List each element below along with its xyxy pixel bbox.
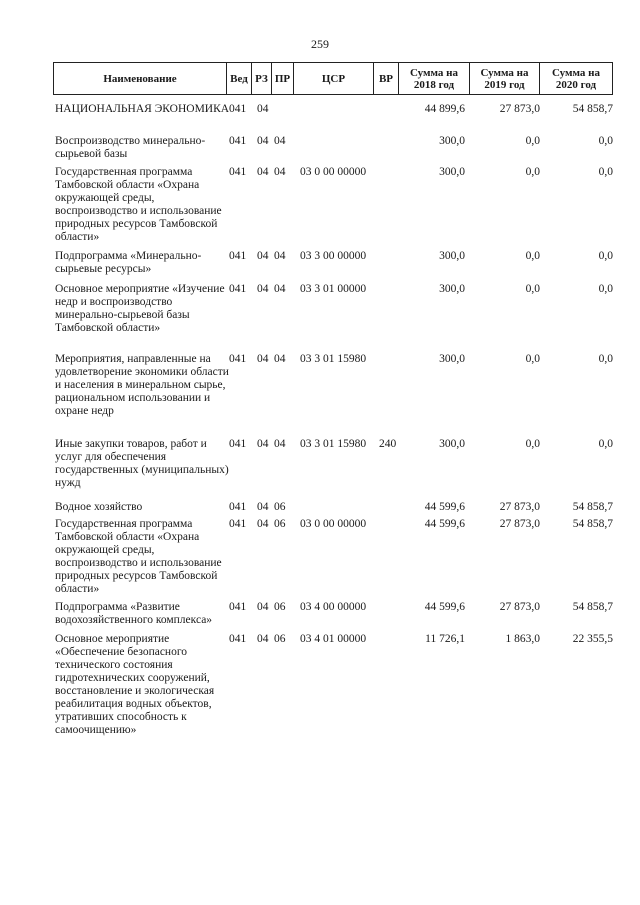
row-rz: 04 (257, 501, 269, 513)
row-rz: 04 (257, 633, 269, 645)
row-sum-2019: 27 873,0 (499, 601, 540, 613)
row-sum-2019: 0,0 (525, 135, 540, 147)
row-sum-2020: 0,0 (598, 353, 613, 365)
row-sum-2018: 44 599,6 (424, 601, 465, 613)
table-header (53, 62, 613, 95)
row-csr: 03 4 01 00000 (300, 633, 367, 645)
row-csr: 03 3 00 00000 (300, 250, 367, 262)
row-pr: 06 (274, 518, 286, 530)
row-ved: 041 (229, 438, 247, 450)
row-csr: 03 3 01 00000 (300, 283, 367, 295)
header-sum-2018: Сумма на 2018 год (399, 63, 470, 94)
row-name: Основное мероприятие «Изучение недр и воспроизводство минерально-сырьевой базы Тамбовской области» (55, 283, 225, 334)
header-name: Наименование (54, 63, 227, 94)
row-rz: 04 (257, 166, 269, 178)
row-ved: 041 (229, 135, 247, 147)
row-rz: 04 (257, 283, 269, 295)
row-sum-2020: 0,0 (598, 250, 613, 262)
row-sum-2020: 54 858,7 (572, 601, 613, 613)
row-rz: 04 (257, 135, 269, 147)
row-rz: 04 (257, 353, 269, 365)
row-ved: 041 (229, 166, 247, 178)
row-sum-2020: 0,0 (598, 135, 613, 147)
header-csr: ЦСР (294, 63, 374, 94)
row-ved: 041 (229, 601, 247, 613)
row-sum-2018: 300,0 (439, 135, 465, 147)
row-ved: 041 (229, 633, 247, 645)
row-csr: 03 3 01 15980 (300, 438, 367, 450)
row-sum-2019: 27 873,0 (499, 103, 540, 115)
page-number: 259 (311, 37, 329, 51)
row-sum-2018: 300,0 (439, 353, 465, 365)
row-csr: 03 0 00 00000 (300, 518, 367, 530)
row-sum-2020: 54 858,7 (572, 103, 613, 115)
row-pr: 04 (274, 250, 286, 262)
row-name: Подпрограмма «Минерально-сырьевые ресурсы» (55, 250, 202, 275)
row-pr: 06 (274, 601, 286, 613)
row-sum-2018: 44 899,6 (424, 103, 465, 115)
row-name: Государственная программа Тамбовской области «Охрана окружающей среды, воспроизводство и использование природных ресурсов Тамбовской области» (55, 166, 222, 243)
row-sum-2018: 300,0 (439, 250, 465, 262)
row-sum-2019: 1 863,0 (505, 633, 540, 645)
header-sum-2020: Сумма на 2020 год (551, 66, 601, 91)
header-vr: ВР (374, 63, 399, 94)
row-sum-2019: 0,0 (525, 250, 540, 262)
header-pr: ПР (272, 63, 294, 94)
row-ved: 041 (229, 353, 247, 365)
row-pr: 04 (274, 283, 286, 295)
row-sum-2019: 27 873,0 (499, 518, 540, 530)
row-rz: 04 (257, 103, 269, 115)
row-pr: 04 (274, 166, 286, 178)
row-name: Мероприятия, направленные на удовлетворение экономики области и населения в минеральном сырье, рациональном использовании и охране недр (55, 353, 229, 417)
row-sum-2018: 300,0 (439, 166, 465, 178)
row-rz: 04 (257, 438, 269, 450)
row-sum-2018: 300,0 (439, 438, 465, 450)
row-ved: 041 (229, 283, 247, 295)
row-sum-2019: 0,0 (525, 166, 540, 178)
row-vr: 240 (379, 438, 397, 450)
row-sum-2020: 0,0 (598, 166, 613, 178)
row-pr: 06 (274, 501, 286, 513)
row-name: Воспроизводство минерально-сырьевой базы (55, 135, 206, 160)
row-ved: 041 (229, 103, 247, 115)
row-sum-2020: 0,0 (598, 283, 613, 295)
row-rz: 04 (257, 518, 269, 530)
row-name: Государственная программа Тамбовской области «Охрана окружающей среды, воспроизводство и использование природных ресурсов Тамбовской области» (55, 518, 222, 595)
row-pr: 04 (274, 438, 286, 450)
row-name: Иные закупки товаров, работ и услуг для обеспечения государственных (муниципальных) нужд (55, 438, 229, 489)
row-sum-2020: 22 355,5 (572, 633, 613, 645)
header-rz: РЗ (252, 63, 272, 94)
row-sum-2018: 44 599,6 (424, 518, 465, 530)
header-sum-2019: Сумма на 2019 год (470, 63, 540, 94)
row-name: Основное мероприятие «Обеспечение безопасного технического состояния гидротехнических сооружений, восстановление и экологическая реабилитация водных объектов, утративших способность к самоочищению» (55, 633, 215, 736)
row-ved: 041 (229, 501, 247, 513)
row-csr: 03 0 00 00000 (300, 166, 367, 178)
row-sum-2020: 54 858,7 (572, 518, 613, 530)
row-ved: 041 (229, 250, 247, 262)
row-sum-2019: 27 873,0 (499, 501, 540, 513)
header-ved: Вед (227, 63, 252, 94)
row-sum-2020: 54 858,7 (572, 501, 613, 513)
row-sum-2020: 0,0 (598, 438, 613, 450)
row-pr: 04 (274, 135, 286, 147)
row-sum-2018: 300,0 (439, 283, 465, 295)
row-csr: 03 4 00 00000 (300, 601, 367, 613)
row-name: Подпрограмма «Развитие водохозяйственного комплекса» (55, 601, 213, 626)
row-name: Водное хозяйство (55, 501, 143, 513)
row-pr: 04 (274, 353, 286, 365)
row-sum-2019: 0,0 (525, 283, 540, 295)
row-sum-2019: 0,0 (525, 438, 540, 450)
row-name: НАЦИОНАЛЬНАЯ ЭКОНОМИКА (55, 103, 230, 115)
row-rz: 04 (257, 250, 269, 262)
row-sum-2018: 44 599,6 (424, 501, 465, 513)
row-sum-2019: 0,0 (525, 353, 540, 365)
row-pr: 06 (274, 633, 286, 645)
row-ved: 041 (229, 518, 247, 530)
row-rz: 04 (257, 601, 269, 613)
row-sum-2018: 11 726,1 (425, 633, 465, 645)
row-csr: 03 3 01 15980 (300, 353, 367, 365)
